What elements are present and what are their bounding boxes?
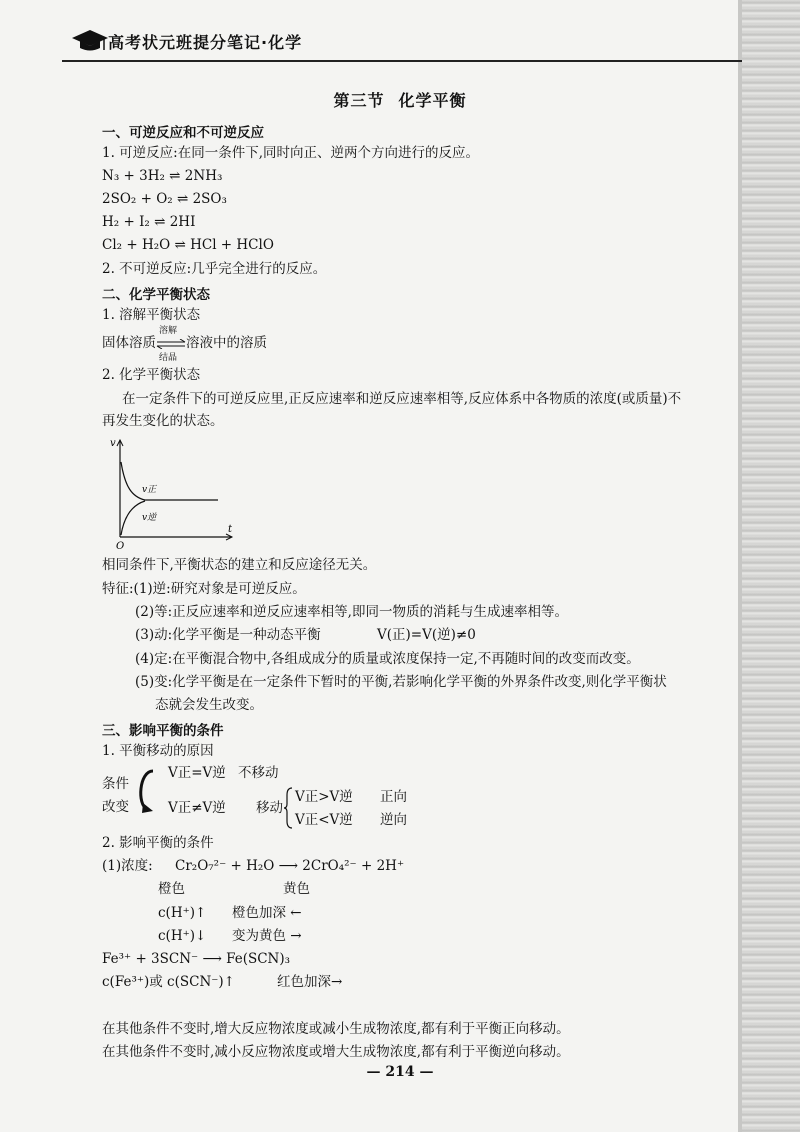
thiocyanate-equation: Fe³⁺ + 3SCN⁻ ⟶ Fe(SCN)₃ <box>102 951 291 967</box>
h-increase-result: 橙色加深 ← <box>232 905 302 921</box>
dissolution-equation <box>102 326 267 363</box>
rates-unequal: V正≠V逆 <box>168 800 226 816</box>
page-number: — 214 — <box>366 1064 434 1080</box>
conclusion-reverse: 在其他条件不变时,减小反应物浓度或增大生成物浓度,都有利于平衡逆向移动。 <box>102 1044 570 1060</box>
forward-rate-label: v正 <box>142 485 157 495</box>
rate-time-graph <box>100 432 240 552</box>
page-edge-shadow <box>742 0 800 1132</box>
iron-condition: c(Fe³⁺)或 c(SCN⁻)↑ <box>102 974 235 990</box>
graduation-cap-icon <box>70 28 110 54</box>
feature-3-equation: V(正)=V(逆)≠0 <box>377 627 476 643</box>
dissolved-solute: 溶液中的溶质 <box>186 335 267 351</box>
h-decrease: c(H⁺)↓ <box>158 928 207 944</box>
feature-5-line-2: 态就会发生改变。 <box>155 697 263 713</box>
brace-icon <box>283 787 293 829</box>
h-decrease-result: 变为黄色 → <box>232 928 302 944</box>
forward-less: V正<V逆 <box>295 812 353 828</box>
equation-so3: 2SO₂ + O₂ ⇌ 2SO₃ <box>102 191 227 207</box>
no-shift-label: 不移动 <box>238 765 279 781</box>
equation-nh3: N₃ + 3H₂ ⇌ 2NH₃ <box>102 168 223 184</box>
heading-influencing-conditions: 三、影响平衡的条件 <box>102 723 224 739</box>
definition-line-1: 在一定条件下的可逆反应里,正反应速率和逆反应速率相等,反应体系中各物质的浓度(或质量)不 <box>122 391 682 407</box>
iron-result: 红色加深→ <box>277 974 343 990</box>
para-dissolution: 1. 溶解平衡状态 <box>102 307 201 323</box>
equilibrium-arrow-icon <box>156 339 186 349</box>
origin-label: O <box>116 541 125 552</box>
forward-greater: V正>V逆 <box>295 789 353 805</box>
para-chem-equilibrium: 2. 化学平衡状态 <box>102 367 201 383</box>
para-path-independent: 相同条件下,平衡状态的建立和反应途径无关。 <box>102 557 377 573</box>
condition-label-2: 改变 <box>102 799 129 815</box>
equation-hclo: Cl₂ + H₂O ⇌ HCl + HClO <box>102 237 274 253</box>
header-title: 高考状元班提分笔记·化学 <box>108 33 303 52</box>
concentration-label: (1)浓度: <box>102 858 153 874</box>
crystallize-label: 结晶 <box>159 353 178 363</box>
dissolve-label: 溶解 <box>159 326 178 336</box>
cycle-arrow-icon <box>133 765 157 815</box>
para-reversible-def: 1. 可逆反应:在同一条件下,同时向正、逆两个方向进行的反应。 <box>102 145 480 161</box>
para-conditions: 2. 影响平衡的条件 <box>102 835 214 851</box>
dissolution-arrow <box>156 326 186 363</box>
definition-line-2: 再发生变化的状态。 <box>102 413 224 429</box>
section-title <box>0 88 800 111</box>
heading-reversible: 一、可逆反应和不可逆反应 <box>102 125 264 141</box>
para-irreversible-def: 2. 不可逆反应:几乎完全进行的反应。 <box>102 261 327 277</box>
feature-1: 特征:(1)逆:研究对象是可逆反应。 <box>102 581 306 597</box>
rates-equal: V正=V逆 <box>168 765 226 781</box>
feature-2: (2)等:正反应速率和逆反应速率相等,即同一物质的消耗与生成速率相等。 <box>135 604 568 620</box>
orange-color-label: 橙色 <box>158 881 185 897</box>
forward-direction: 正向 <box>380 789 407 805</box>
header-rule <box>62 60 742 62</box>
feature-3: (3)动:化学平衡是一种动态平衡 <box>135 627 321 643</box>
heading-equilibrium-state: 二、化学平衡状态 <box>102 287 210 303</box>
x-axis-label: t <box>228 524 233 535</box>
shift-label: 移动 <box>256 800 283 816</box>
reverse-direction: 逆向 <box>380 812 407 828</box>
solid-solute: 固体溶质 <box>102 335 156 351</box>
page-edge-line <box>738 0 742 1132</box>
equation-hi: H₂ + I₂ ⇌ 2HI <box>102 214 196 230</box>
section-name: 化学平衡 <box>398 91 467 110</box>
reverse-rate-label: v逆 <box>142 513 157 523</box>
running-header <box>62 24 742 64</box>
section-number: 第三节 <box>333 91 385 110</box>
para-shift-cause: 1. 平衡移动的原因 <box>102 743 214 759</box>
forward-rate-curve <box>121 462 218 500</box>
y-axis-label: v <box>110 438 116 449</box>
feature-5-line-1: (5)变:化学平衡是在一定条件下暂时的平衡,若影响化学平衡的外界条件改变,则化学平衡状 <box>135 674 667 690</box>
feature-4: (4)定:在平衡混合物中,各组成成分的质量或浓度保持一定,不再随时间的改变而改变。 <box>135 651 640 667</box>
h-increase: c(H⁺)↑ <box>158 905 207 921</box>
conclusion-forward: 在其他条件不变时,增大反应物浓度或减小生成物浓度,都有利于平衡正向移动。 <box>102 1021 570 1037</box>
condition-label-1: 条件 <box>102 776 129 792</box>
yellow-color-label: 黄色 <box>283 881 310 897</box>
chromate-equation: Cr₂O₇²⁻ + H₂O ⟶ 2CrO₄²⁻ + 2H⁺ <box>175 858 405 874</box>
